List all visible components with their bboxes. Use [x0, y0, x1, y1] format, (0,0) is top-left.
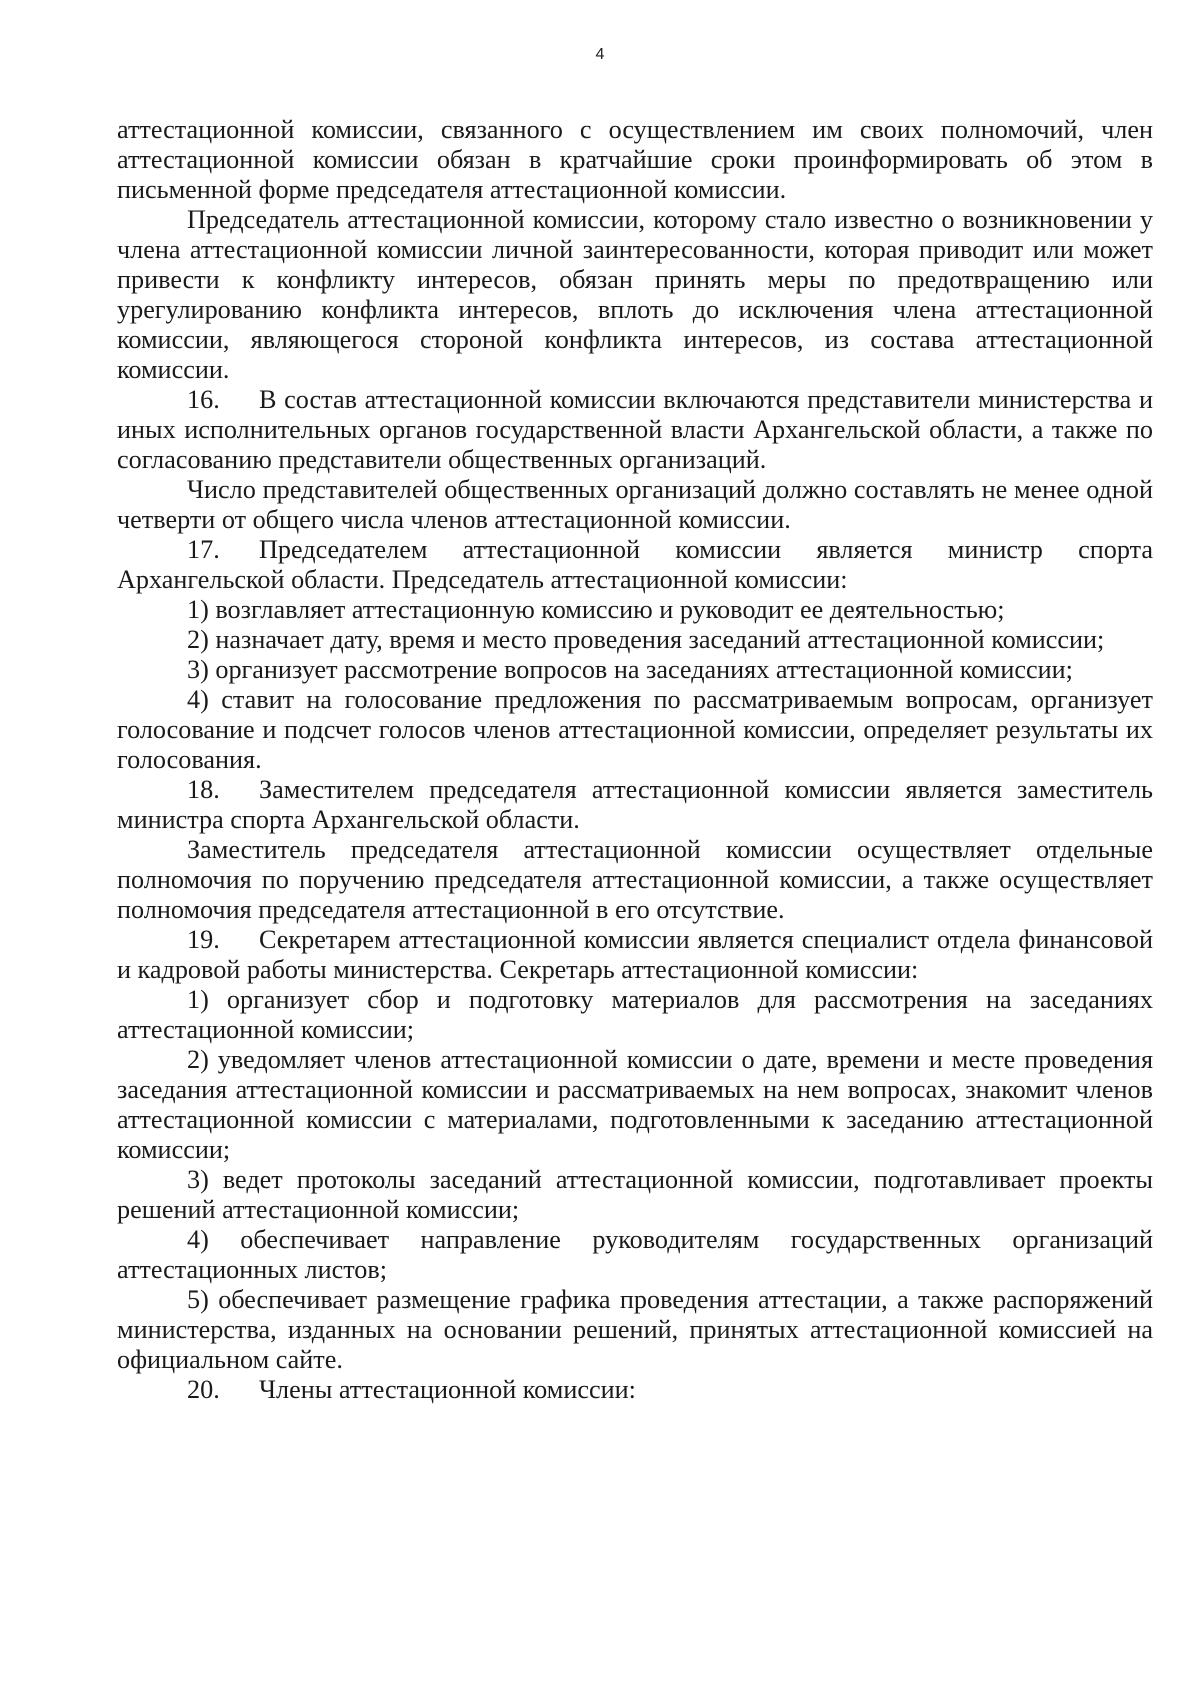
paragraph-text: Заместителем председателя аттестационной комиссии является заместитель министра спорта Архангельской области. — [117, 775, 1153, 834]
paragraph-text: 4) обеспечивает направление руководителям государственных организаций аттестационных листов; — [117, 1225, 1153, 1284]
paragraph — [117, 1225, 1153, 1285]
paragraph-number: 18. — [187, 775, 220, 804]
paragraph-text: 2) уведомляет членов аттестационной комиссии о дате, времени и месте проведения заседания аттестационной комиссии и рассматриваемых на нем вопросах, знакомит членов аттестационной комиссии с материалами, подготовленными к заседанию аттестационной комиссии; — [117, 1045, 1153, 1164]
paragraph — [117, 655, 1153, 685]
paragraph-text: Заместитель председателя аттестационной комиссии осуществляет отдельные полномочия по поручению председателя аттестационной комиссии, а также осуществляет полномочия председателя аттестационной в его отсутствие. — [117, 835, 1153, 924]
numbered-paragraph — [117, 1375, 1153, 1405]
paragraph — [117, 685, 1153, 775]
paragraph-number: 17. — [187, 535, 220, 564]
paragraph-text: 1) организует сбор и подготовку материалов для рассмотрения на заседаниях аттестационной комиссии; — [117, 985, 1153, 1044]
paragraph-text: Секретарем аттестационной комиссии является специалист отдела финансовой и кадровой работы министерства. Секретарь аттестационной комиссии: — [117, 925, 1153, 984]
paragraph — [117, 205, 1153, 385]
paragraph — [117, 115, 1153, 205]
paragraph — [117, 595, 1153, 625]
paragraph-text: аттестационной комиссии, связанного с осуществлением им своих полномочий, член аттестационной комиссии обязан в кратчайшие сроки проинформировать об этом в письменной форме председателя аттестационной комиссии. — [117, 115, 1153, 204]
numbered-paragraph — [117, 925, 1153, 985]
numbered-paragraph — [117, 775, 1153, 835]
paragraph-text: Председатель аттестационной комиссии, которому стало известно о возникновении у члена аттестационной комиссии личной заинтересованности, которая приводит или может привести к конфликту интересов, обязан принять меры по предотвращению или урегулированию конфликта интересов, вплоть до исключения члена аттестационной комиссии, являющегося стороной конфликта интересов, из состава аттестационной комиссии. — [117, 205, 1153, 384]
paragraph-text: 2) назначает дату, время и место проведения заседаний аттестационной комиссии; — [187, 625, 1105, 654]
paragraph-number: 20. — [187, 1375, 220, 1404]
paragraph-text: В состав аттестационной комиссии включаются представители министерства и иных исполнительных органов государственной власти Архангельской области, а также по согласованию представители общественных организаций. — [117, 385, 1153, 474]
paragraph-number: 19. — [187, 925, 220, 954]
paragraph-text: 3) ведет протоколы заседаний аттестационной комиссии, подготавливает проекты решений аттестационной комиссии; — [117, 1165, 1153, 1224]
numbered-paragraph — [117, 535, 1153, 595]
paragraph-text: 5) обеспечивает размещение графика проведения аттестации, а также распоряжений министерства, изданных на основании решений, принятых аттестационной комиссией на официальном сайте. — [117, 1285, 1153, 1374]
paragraph — [117, 475, 1153, 535]
document-body — [117, 115, 1153, 1405]
paragraph — [117, 835, 1153, 925]
paragraph — [117, 1285, 1153, 1375]
paragraph-text: Члены аттестационной комиссии: — [259, 1375, 636, 1404]
paragraph — [117, 1165, 1153, 1225]
paragraph-text: 4) ставит на голосование предложения по рассматриваемым вопросам, организует голосование и подсчет голосов членов аттестационной комиссии, определяет результаты их голосования. — [117, 685, 1153, 774]
paragraph-text: 3) организует рассмотрение вопросов на заседаниях аттестационной комиссии; — [187, 655, 1073, 684]
numbered-paragraph — [117, 385, 1153, 475]
page-number: 4 — [595, 46, 605, 63]
paragraph-number: 16. — [187, 385, 220, 414]
paragraph-text: Число представителей общественных организаций должно составлять не менее одной четверти от общего числа членов аттестационной комиссии. — [117, 475, 1153, 534]
paragraph — [117, 1045, 1153, 1165]
paragraph-text: 1) возглавляет аттестационную комиссию и руководит ее деятельностью; — [187, 595, 1005, 624]
paragraph — [117, 625, 1153, 655]
paragraph-text: Председателем аттестационной комиссии является министр спорта Архангельской области. Председатель аттестационной комиссии: — [117, 535, 1153, 594]
paragraph — [117, 985, 1153, 1045]
